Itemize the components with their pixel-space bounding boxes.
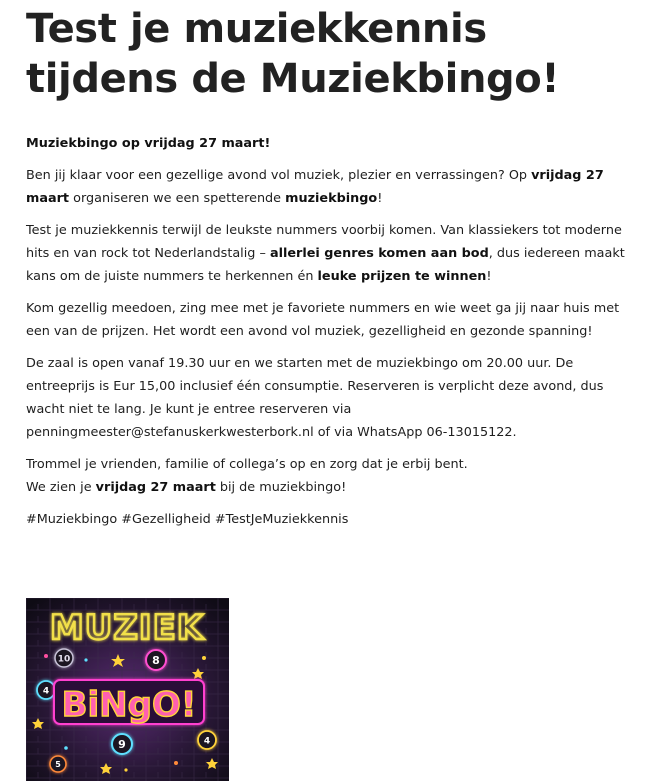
poster-word-muziek: MUZIEK xyxy=(49,608,205,648)
genres-bold-1: allerlei genres komen aan bod xyxy=(269,246,489,261)
svg-text:5: 5 xyxy=(55,760,61,769)
svg-text:4: 4 xyxy=(42,686,50,697)
poster-art xyxy=(26,598,229,781)
closing-text-a: We zien je xyxy=(26,480,96,495)
genres-text-a: Test je muziekkennis terwijl de leukste nummers voorbij komen. Van klassiekers tot moderne hits en van rock tot Nederlandstalig – xyxy=(26,223,622,261)
bingo-ball xyxy=(198,731,216,749)
article xyxy=(26,0,636,531)
join-paragraph: Kom gezellig meedoen, zing mee met je favoriete nummers en wie weet ga jij naar huis met een van de prijzen. Het wordt een avond vol muziek, gezelligheid en gezonde spanning! xyxy=(26,301,620,339)
practical-paragraph: De zaal is open vanaf 19.30 uur en we starten met de muziekbingo om 20.00 uur. De entreeprijs is Eur 15,00 inclusief één consumptie. Reserveren is verplicht deze avond, dus wacht niet te lang. Je kunt je entree reserveren via penningmeester@stefanuskerkwesterbork.nl of via WhatsApp 06-13015122. xyxy=(26,356,604,440)
intro-event: muziekbingo xyxy=(285,191,378,206)
subtitle-text: Muziekbingo op vrijdag 27 maart! xyxy=(26,136,271,151)
intro-text-c: organiseren we een spetterende xyxy=(69,191,286,206)
intro-date: vrijdag 27 maart xyxy=(26,168,604,206)
bingo-ball xyxy=(146,650,166,670)
bingo-ball xyxy=(37,681,55,699)
bingo-ball xyxy=(112,734,132,754)
bingo-ball xyxy=(55,649,73,667)
intro-paragraph xyxy=(26,164,636,210)
closing-paragraph xyxy=(26,453,636,499)
intro-text-a: Ben jij klaar voor een gezellige avond vol muziek, plezier en verrassingen? Op xyxy=(26,168,532,183)
closing-date: vrijdag 27 maart xyxy=(95,480,216,495)
subtitle xyxy=(26,132,636,155)
page-title: Test je muziekkennis tijdens de Muziekbingo! xyxy=(26,6,560,102)
closing-text-c: bij de muziekbingo! xyxy=(215,480,347,495)
muziekbingo-poster xyxy=(26,598,229,781)
svg-text:9: 9 xyxy=(118,738,126,751)
svg-text:8: 8 xyxy=(152,654,160,667)
svg-text:BiNgO!: BiNgO! xyxy=(61,685,197,725)
hashtags: #Muziekbingo #Gezelligheid #TestJeMuziekkennis xyxy=(26,512,349,527)
genres-paragraph xyxy=(26,219,636,288)
poster-word-bingo xyxy=(54,680,204,725)
bingo-ball xyxy=(50,756,66,772)
svg-text:10: 10 xyxy=(57,654,71,665)
genres-bold-2: leuke prijzen te winnen xyxy=(317,269,487,284)
genres-text-d: ! xyxy=(486,269,492,284)
genres-text-c: , dus iedereen maakt kans om de juiste nummers te herkennen én xyxy=(26,246,625,284)
svg-text:4: 4 xyxy=(203,736,211,747)
intro-text-d: ! xyxy=(377,191,383,206)
closing-line-1: Trommel je vrienden, familie of collega’s op en zorg dat je erbij bent. xyxy=(26,457,468,472)
